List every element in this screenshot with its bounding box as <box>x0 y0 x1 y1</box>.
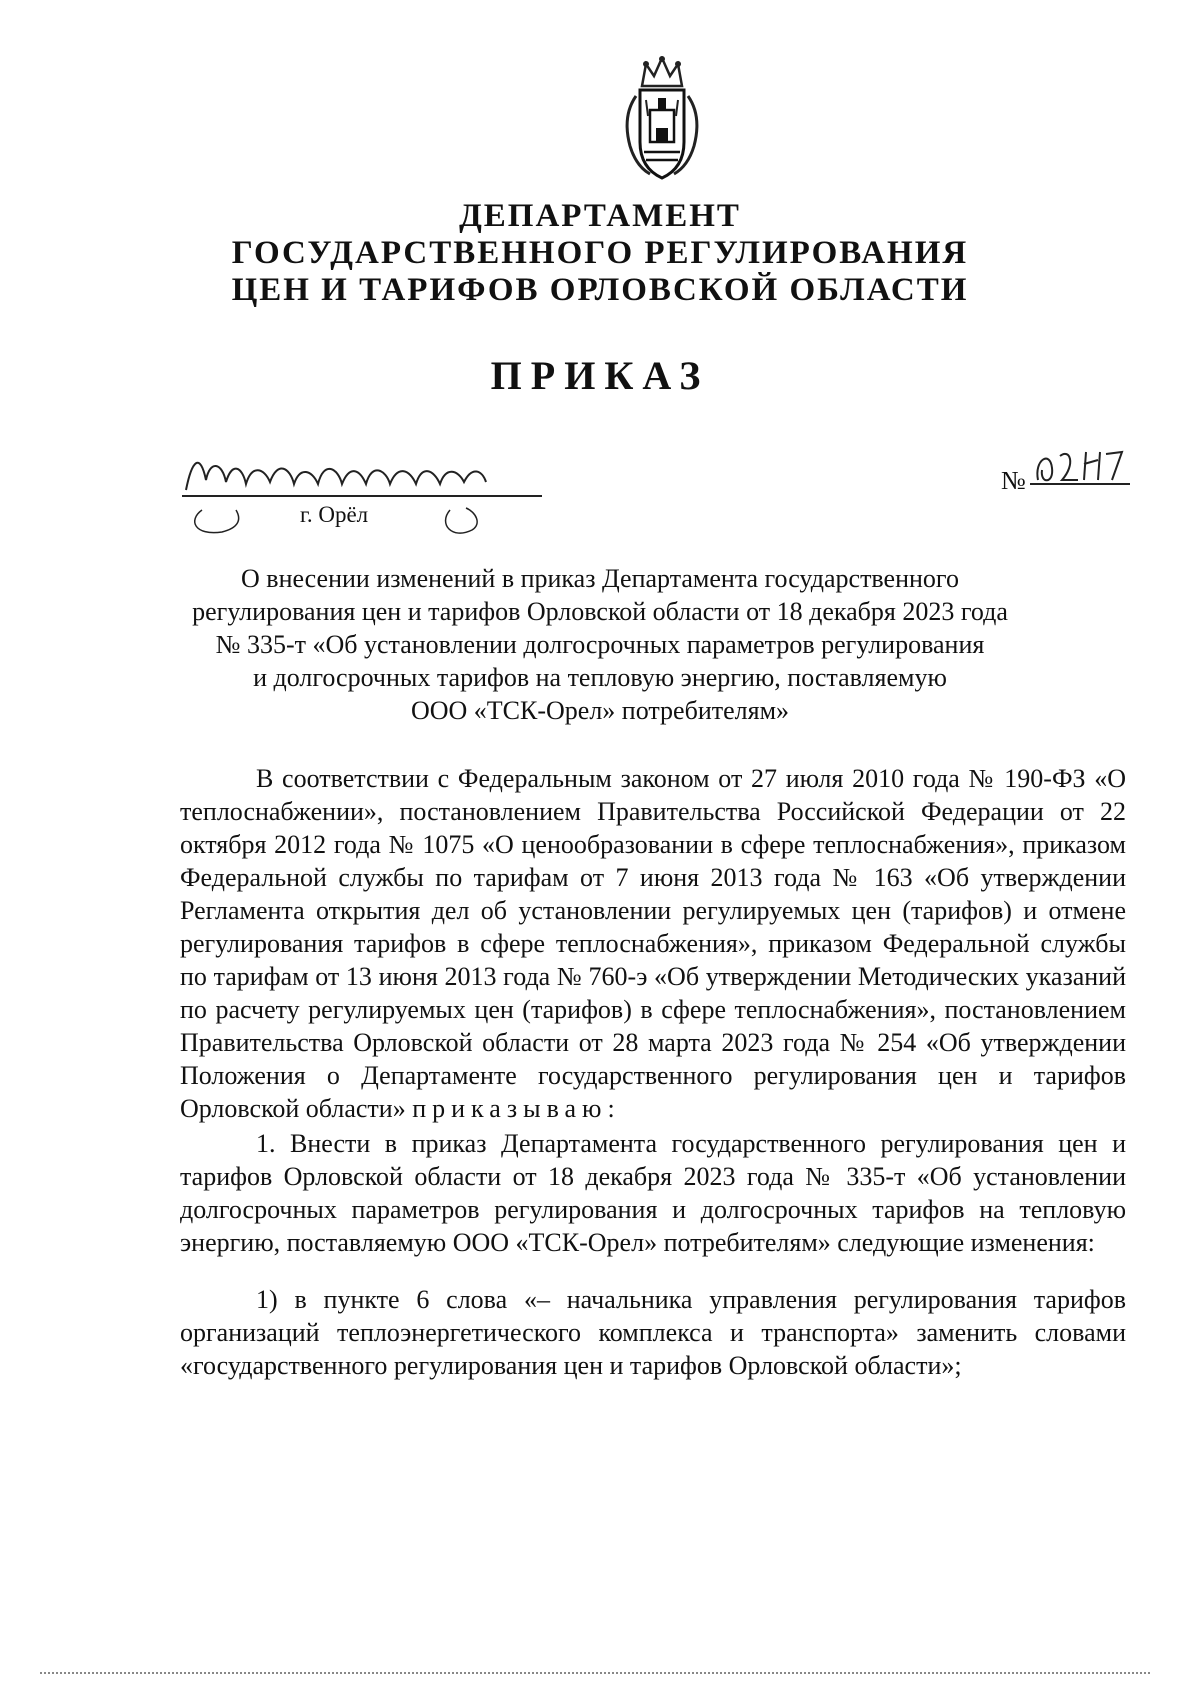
department-title-line3: ЦЕН И ТАРИФОВ ОРЛОВСКОЙ ОБЛАСТИ <box>231 272 969 308</box>
preamble-text: В соответствии с Федеральным законом от 27 июля 2010 года № 190-ФЗ «О теплоснабжении», постановлением Правительства Российской Федерации от 22 октября 2012 года № 1075 «О ценообразовании в сфере теплоснабжения», приказом Федеральной службы по тарифам от 7 июня 2013 года № 163 «Об утверждении Регламента открытия дел об установлении регулируемых цен (тарифов) и отмене регулирования тарифов в сфере теплоснабжения», приказом Федеральной службы по тарифам от 13 июня 2013 года № 760-э «Об утверждении Методических указаний по расчету регулируемых цен (тарифов) в сфере теплоснабжения», постановлением Правительства Орловской области от 28 марта 2023 года № 254 «Об утверждении Положения о Департаменте государственного регулирования цен и тарифов Орловской области» <box>180 764 1126 1123</box>
city-label: г. Орёл <box>300 502 369 527</box>
subject-line: № 335-т «Об установлении долгосрочных параметров регулирования <box>215 630 985 659</box>
order-subject <box>180 562 1020 727</box>
scan-edge-divider <box>40 1672 1150 1676</box>
handwritten-number <box>1030 440 1130 492</box>
preamble-paragraph <box>180 762 1126 1125</box>
subject-line: О внесении изменений в приказ Департамента государственного <box>241 564 959 593</box>
subject-line: ООО «ТСК-Орел» потребителям» <box>410 696 790 725</box>
order-word: приказываю: <box>412 1094 621 1123</box>
item-1-paragraph: 1. Внести в приказ Департамента государственного регулирования цен и тарифов Орловской области от 18 декабря 2023 года № 335-т «Об установлении долгосрочных параметров регулирования и долгосрочных тарифов на тепловую энергию, поставляемую ООО «ТСК-Орел» потребителям» следующие изменения: <box>180 1129 1126 1257</box>
item-1-1-paragraph: 1) в пункте 6 слова «– начальника управления регулирования тарифов организаций теплоэнергетического комплекса и транспорта» заменить словами «государственного регулирования цен и тарифов Орловской области»; <box>180 1285 1126 1380</box>
subject-line: и долгосрочных тарифов на тепловую энергию, поставляемую <box>253 663 947 692</box>
coat-of-arms-emblem <box>620 56 704 188</box>
number-sign: № <box>1001 466 1026 495</box>
subject-line: регулирования цен и тарифов Орловской области от 18 декабря 2023 года <box>192 597 1008 626</box>
department-title-line2: ГОСУДАРСТВЕННОГО РЕГУЛИРОВАНИЯ <box>231 235 969 271</box>
document-type-title: ПРИКАЗ <box>490 353 710 398</box>
department-title-line1: ДЕПАРТАМЕНТ <box>459 198 741 234</box>
